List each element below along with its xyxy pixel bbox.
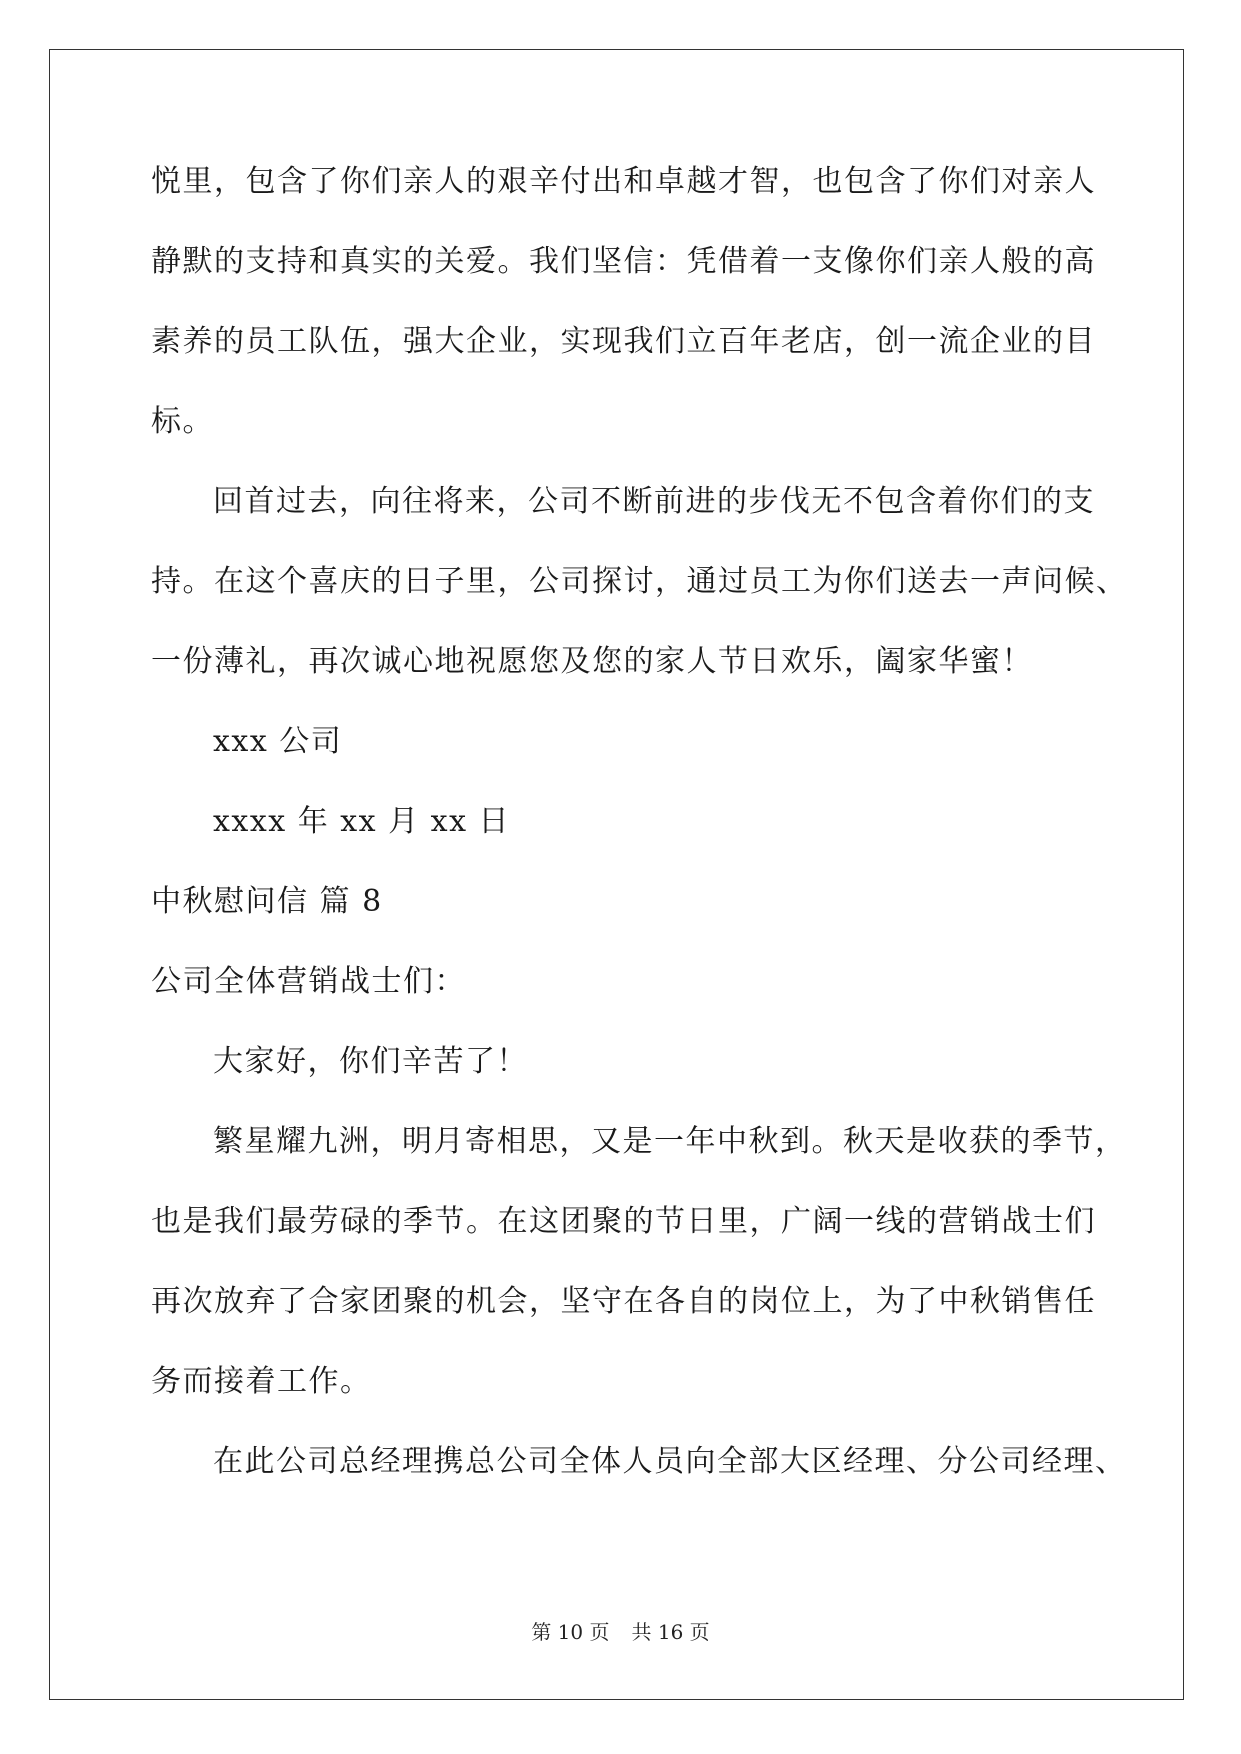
salutation: 公司全体营销战士们： [151,964,466,999]
text-line: 标。 [151,404,214,439]
text-line: 静默的支持和真实的关爱。我们坚信：凭借着一支像你们亲人般的高 [151,244,1096,279]
signature-company: xxx 公司 [213,724,343,759]
greeting-line: 大家好，你们辛苦了！ [213,1044,528,1079]
signature-date: xxxx 年 xx 月 xx 日 [213,804,511,839]
page-total: 共 16 页 [631,1620,710,1644]
text-line: 素养的员工队伍，强大企业，实现我们立百年老店，创一流企业的目 [151,324,1096,359]
paragraph-start-line: 在此公司总经理携总公司全体人员向全部大区经理、分公司经理、 [213,1444,1127,1479]
text-line: 再次放弃了合家团聚的机会，坚守在各自的岗位上，为了中秋销售任 [151,1284,1096,1319]
page-footer [0,1618,1241,1646]
text-line: 也是我们最劳碌的季节。在这团聚的节日里，广阔一线的营销战士们 [151,1204,1096,1239]
paragraph-start-line: 繁星耀九洲，明月寄相思，又是一年中秋到。秋天是收获的季节， [213,1124,1127,1159]
text-line: 务而接着工作。 [151,1364,372,1399]
paragraph-start-line: 回首过去，向往将来，公司不断前进的步伐无不包含着你们的支 [213,484,1095,519]
text-line: 悦里，包含了你们亲人的艰辛付出和卓越才智，也包含了你们对亲人 [151,164,1096,199]
section-heading: 中秋慰问信 篇 8 [151,884,383,919]
text-line: 持。在这个喜庆的日子里，公司探讨，通过员工为你们送去一声问候、 [151,564,1128,599]
page-number: 第 10 页 [531,1620,610,1644]
document-body [151,160,1128,1520]
text-line: 一份薄礼，再次诚心地祝愿您及您的家人节日欢乐，阖家华蜜！ [151,644,1033,679]
